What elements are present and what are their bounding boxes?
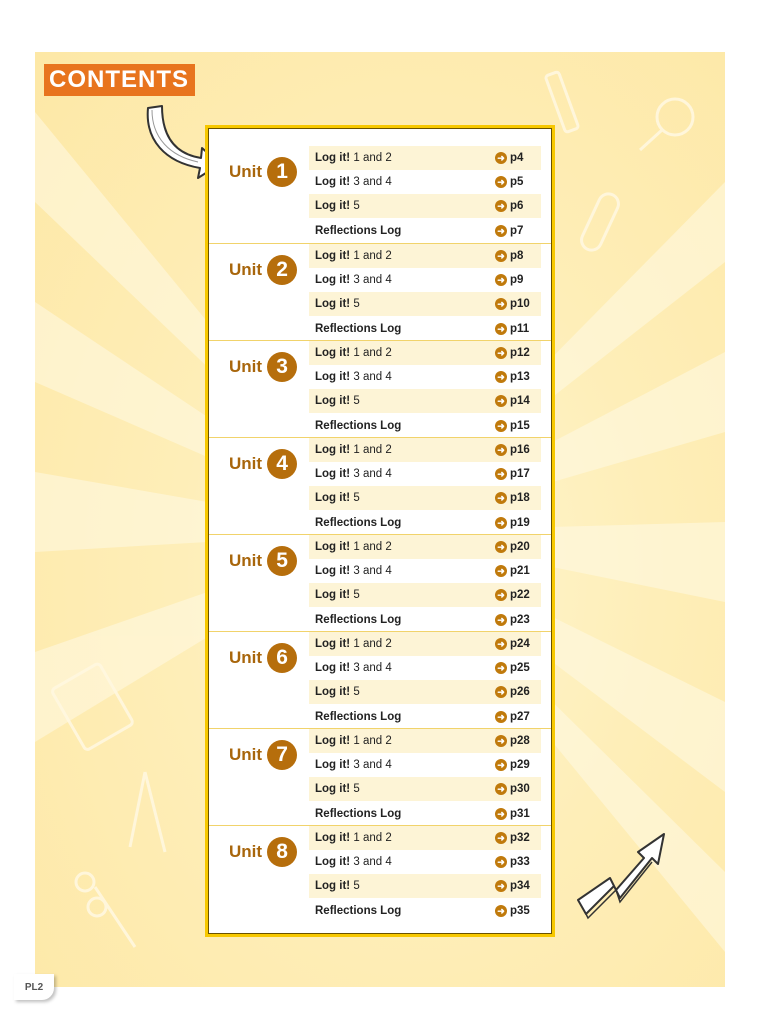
row-label <box>309 395 495 407</box>
log-number: 1 <box>353 152 360 164</box>
row-label <box>309 880 495 892</box>
page-number: p35 <box>510 904 530 917</box>
page-number: p11 <box>510 322 530 335</box>
row-label <box>309 735 495 747</box>
page-number: p12 <box>510 347 530 359</box>
page-number: p18 <box>510 492 530 505</box>
contents-row[interactable] <box>309 146 541 170</box>
log-it-label: Log it! <box>315 880 351 893</box>
log-number: 5 <box>353 200 360 213</box>
contents-row[interactable] <box>309 680 541 704</box>
row-label <box>309 250 495 262</box>
page-ref[interactable] <box>495 832 541 844</box>
row-label <box>309 274 495 286</box>
contents-list <box>208 128 552 934</box>
page-ref[interactable] <box>495 735 541 747</box>
row-label <box>309 759 495 771</box>
contents-row[interactable] <box>309 656 541 680</box>
unit-number-badge: 6 <box>267 643 297 673</box>
circle-arrow-right-icon: ➜ <box>495 589 507 601</box>
contents-row[interactable] <box>309 632 541 656</box>
log-number: 3 <box>353 856 360 869</box>
log-it-label: Log it! <box>315 783 351 796</box>
log-number: 1 <box>353 735 360 747</box>
log-it-label: Log it! <box>315 856 351 869</box>
log-it-label: Log it! <box>315 686 351 699</box>
log-it-label: Log it! <box>315 468 351 481</box>
log-number: 5 <box>353 783 360 796</box>
row-label <box>309 323 495 335</box>
log-number: 3 <box>353 759 360 772</box>
log-it-label: Log it! <box>315 565 351 578</box>
page-ref[interactable] <box>495 614 541 626</box>
circle-arrow-right-icon: ➜ <box>495 323 507 335</box>
log-it-label: Log it! <box>315 541 351 553</box>
page-number: p29 <box>510 759 530 772</box>
circle-arrow-right-icon: ➜ <box>495 274 507 286</box>
log-number: 2 <box>385 347 392 359</box>
row-label <box>309 152 495 164</box>
row-label <box>309 832 495 844</box>
page-title: CONTENTS <box>44 64 195 96</box>
log-it-label: Log it! <box>315 200 351 213</box>
row-label <box>309 638 495 650</box>
page-number: p31 <box>510 807 530 820</box>
circle-arrow-right-icon: ➜ <box>495 541 507 553</box>
log-number: 1 <box>353 347 360 359</box>
contents-row[interactable] <box>309 826 541 850</box>
page-ref[interactable] <box>495 759 541 771</box>
page-number: p7 <box>510 224 524 237</box>
unit-label <box>229 352 297 382</box>
log-number: 4 <box>385 856 392 869</box>
row-label <box>309 492 495 504</box>
circle-arrow-right-icon: ➜ <box>495 711 507 723</box>
page-number: p17 <box>510 468 530 481</box>
log-number: 2 <box>385 444 392 456</box>
log-it-label: Log it! <box>315 735 351 747</box>
contents-row[interactable] <box>309 899 541 923</box>
and-word: and <box>362 856 383 869</box>
row-label <box>309 783 495 795</box>
row-label <box>309 176 495 188</box>
unit-label <box>229 740 297 770</box>
and-word: and <box>362 444 383 456</box>
page-ref[interactable] <box>495 274 541 286</box>
row-label <box>309 856 495 868</box>
unit-label <box>229 837 297 867</box>
unit-word: Unit <box>229 745 263 764</box>
page-ref[interactable] <box>495 200 541 212</box>
contents-row[interactable] <box>309 194 541 218</box>
circle-arrow-right-icon: ➜ <box>495 444 507 456</box>
log-number: 5 <box>353 395 360 408</box>
unit-block-5 <box>209 534 551 632</box>
page-ref[interactable] <box>495 323 541 335</box>
contents-row[interactable] <box>309 486 541 510</box>
page-ref[interactable] <box>495 468 541 480</box>
page-number: p32 <box>510 832 530 844</box>
contents-row[interactable] <box>309 583 541 607</box>
contents-row[interactable] <box>309 559 541 583</box>
reflections-log-label: Reflections Log <box>315 322 402 335</box>
page-number: p28 <box>510 735 530 747</box>
log-number: 1 <box>353 250 360 262</box>
page-ref[interactable] <box>495 905 541 917</box>
page-ref[interactable] <box>495 371 541 383</box>
log-number: 5 <box>353 589 360 602</box>
log-number: 3 <box>353 176 360 189</box>
row-label <box>309 686 495 698</box>
log-it-label: Log it! <box>315 832 351 844</box>
row-label <box>309 662 495 674</box>
circle-arrow-right-icon: ➜ <box>495 395 507 407</box>
unit-block-8 <box>209 825 551 923</box>
page-ref[interactable] <box>495 880 541 892</box>
circle-arrow-right-icon: ➜ <box>495 783 507 795</box>
row-label <box>309 905 495 917</box>
log-number: 4 <box>385 468 392 481</box>
contents-row[interactable] <box>309 438 541 462</box>
and-word: and <box>362 347 383 359</box>
circle-arrow-right-icon: ➜ <box>495 856 507 868</box>
and-word: and <box>362 152 383 164</box>
page-number: p10 <box>510 298 530 311</box>
page-number: p21 <box>510 565 530 578</box>
contents-row[interactable] <box>309 244 541 268</box>
unit-number-badge: 1 <box>267 157 297 187</box>
page-number: p24 <box>510 638 530 650</box>
unit-number-badge: 5 <box>267 546 297 576</box>
reflections-log-label: Reflections Log <box>315 224 402 237</box>
page-ref[interactable] <box>495 492 541 504</box>
unit-word: Unit <box>229 162 263 181</box>
contents-row[interactable] <box>309 268 541 292</box>
page-ref[interactable] <box>495 420 541 432</box>
circle-arrow-right-icon: ➜ <box>495 492 507 504</box>
contents-row[interactable] <box>309 170 541 194</box>
log-it-label: Log it! <box>315 492 351 505</box>
circle-arrow-right-icon: ➜ <box>495 176 507 188</box>
circle-arrow-right-icon: ➜ <box>495 638 507 650</box>
unit-block-1 <box>209 146 551 243</box>
page-number: p4 <box>510 152 524 164</box>
page-ref[interactable] <box>495 250 541 262</box>
unit-word: Unit <box>229 260 263 279</box>
page-ref[interactable] <box>495 711 541 723</box>
log-it-label: Log it! <box>315 250 351 262</box>
unit-number-badge: 8 <box>267 837 297 867</box>
circle-arrow-right-icon: ➜ <box>495 759 507 771</box>
log-it-label: Log it! <box>315 152 351 164</box>
page-ref[interactable] <box>495 638 541 650</box>
page-number: p25 <box>510 662 530 675</box>
circle-arrow-right-icon: ➜ <box>495 225 507 237</box>
circle-arrow-right-icon: ➜ <box>495 735 507 747</box>
page-number: p20 <box>510 541 530 553</box>
reflections-log-label: Reflections Log <box>315 419 402 432</box>
log-it-label: Log it! <box>315 444 351 456</box>
log-it-label: Log it! <box>315 662 351 675</box>
reflections-log-label: Reflections Log <box>315 516 402 529</box>
page-number-tab: PL2 <box>14 974 54 1000</box>
page-number: p26 <box>510 686 530 699</box>
page-number: p30 <box>510 783 530 796</box>
log-number: 3 <box>353 565 360 578</box>
row-label <box>309 565 495 577</box>
log-number: 2 <box>385 250 392 262</box>
log-it-label: Log it! <box>315 589 351 602</box>
reflections-log-label: Reflections Log <box>315 613 402 626</box>
and-word: and <box>362 274 383 287</box>
contents-row[interactable] <box>309 317 541 341</box>
unit-block-3 <box>209 340 551 438</box>
and-word: and <box>362 541 383 553</box>
page-ref[interactable] <box>495 565 541 577</box>
row-label <box>309 614 495 626</box>
and-word: and <box>362 250 383 262</box>
log-number: 1 <box>353 541 360 553</box>
unit-number-badge: 3 <box>267 352 297 382</box>
page-number: p23 <box>510 613 530 626</box>
page-number: p14 <box>510 395 530 408</box>
log-number: 5 <box>353 880 360 893</box>
contents-row[interactable] <box>309 729 541 753</box>
contents-row[interactable] <box>309 219 541 243</box>
unit-number-badge: 2 <box>267 255 297 285</box>
row-label <box>309 420 495 432</box>
circle-arrow-right-icon: ➜ <box>495 662 507 674</box>
circle-arrow-right-icon: ➜ <box>495 808 507 820</box>
log-number: 3 <box>353 371 360 384</box>
page-ref[interactable] <box>495 444 541 456</box>
contents-row[interactable] <box>309 535 541 559</box>
contents-row[interactable] <box>309 850 541 874</box>
row-label <box>309 371 495 383</box>
and-word: and <box>362 371 383 384</box>
circle-arrow-right-icon: ➜ <box>495 905 507 917</box>
and-word: and <box>362 638 383 650</box>
log-number: 4 <box>385 371 392 384</box>
log-number: 3 <box>353 274 360 287</box>
log-number: 4 <box>385 662 392 675</box>
page-number: p33 <box>510 856 530 869</box>
unit-word: Unit <box>229 454 263 473</box>
contents-row[interactable] <box>309 874 541 898</box>
unit-word: Unit <box>229 842 263 861</box>
unit-label <box>229 546 297 576</box>
page-ref[interactable] <box>495 686 541 698</box>
contents-row[interactable] <box>309 705 541 729</box>
row-label <box>309 347 495 359</box>
circle-arrow-right-icon: ➜ <box>495 832 507 844</box>
circle-arrow-right-icon: ➜ <box>495 517 507 529</box>
log-number: 3 <box>353 662 360 675</box>
page-ref[interactable] <box>495 517 541 529</box>
row-label <box>309 808 495 820</box>
log-it-label: Log it! <box>315 298 351 311</box>
contents-row[interactable] <box>309 389 541 413</box>
unit-word: Unit <box>229 551 263 570</box>
and-word: and <box>362 565 383 578</box>
and-word: and <box>362 662 383 675</box>
circle-arrow-right-icon: ➜ <box>495 152 507 164</box>
and-word: and <box>362 759 383 772</box>
contents-box <box>205 125 555 937</box>
log-number: 2 <box>385 152 392 164</box>
contents-row[interactable] <box>309 414 541 438</box>
log-it-label: Log it! <box>315 274 351 287</box>
reflections-log-label: Reflections Log <box>315 807 402 820</box>
log-number: 2 <box>385 541 392 553</box>
circle-arrow-right-icon: ➜ <box>495 880 507 892</box>
circle-arrow-right-icon: ➜ <box>495 371 507 383</box>
page-ref[interactable] <box>495 176 541 188</box>
circle-arrow-right-icon: ➜ <box>495 200 507 212</box>
log-it-label: Log it! <box>315 759 351 772</box>
unit-label <box>229 643 297 673</box>
row-label <box>309 298 495 310</box>
unit-block-2 <box>209 243 551 341</box>
contents-row[interactable] <box>309 511 541 535</box>
page-number: p5 <box>510 176 524 189</box>
log-number: 1 <box>353 638 360 650</box>
circle-arrow-right-icon: ➜ <box>495 686 507 698</box>
page-number: p9 <box>510 274 524 287</box>
row-label <box>309 225 495 237</box>
page-number: p27 <box>510 710 530 723</box>
page-ref[interactable] <box>495 152 541 164</box>
log-number: 1 <box>353 444 360 456</box>
row-label <box>309 541 495 553</box>
unit-number-badge: 7 <box>267 740 297 770</box>
and-word: and <box>362 468 383 481</box>
circle-arrow-right-icon: ➜ <box>495 420 507 432</box>
circle-arrow-right-icon: ➜ <box>495 468 507 480</box>
page-ref[interactable] <box>495 225 541 237</box>
contents-row[interactable] <box>309 365 541 389</box>
log-it-label: Log it! <box>315 638 351 650</box>
page-number: p19 <box>510 516 530 529</box>
log-it-label: Log it! <box>315 371 351 384</box>
log-number: 5 <box>353 298 360 311</box>
log-number: 5 <box>353 686 360 699</box>
row-label <box>309 589 495 601</box>
page-ref[interactable] <box>495 808 541 820</box>
reflections-log-label: Reflections Log <box>315 904 402 917</box>
page-number: p22 <box>510 589 530 602</box>
unit-label <box>229 449 297 479</box>
row-label <box>309 517 495 529</box>
unit-label <box>229 255 297 285</box>
page-number: p16 <box>510 444 530 456</box>
log-it-label: Log it! <box>315 176 351 189</box>
reflections-log-label: Reflections Log <box>315 710 402 723</box>
contents-row[interactable] <box>309 292 541 316</box>
log-number: 4 <box>385 759 392 772</box>
contents-row[interactable] <box>309 341 541 365</box>
unit-block-7 <box>209 728 551 826</box>
log-number: 2 <box>385 735 392 747</box>
log-number: 3 <box>353 468 360 481</box>
and-word: and <box>362 176 383 189</box>
page-ref[interactable] <box>495 783 541 795</box>
log-number: 4 <box>385 565 392 578</box>
circle-arrow-right-icon: ➜ <box>495 347 507 359</box>
page-ref[interactable] <box>495 347 541 359</box>
unit-label <box>229 157 297 187</box>
log-number: 5 <box>353 492 360 505</box>
page-number: p8 <box>510 250 524 262</box>
page-ref[interactable] <box>495 589 541 601</box>
page-number: p13 <box>510 371 530 384</box>
unit-word: Unit <box>229 648 263 667</box>
contents-row[interactable] <box>309 462 541 486</box>
contents-row[interactable] <box>309 608 541 632</box>
zigzag-arrow-icon <box>572 828 672 923</box>
contents-row[interactable] <box>309 777 541 801</box>
row-label <box>309 468 495 480</box>
page-ref[interactable] <box>495 541 541 553</box>
row-label <box>309 711 495 723</box>
row-label <box>309 444 495 456</box>
and-word: and <box>362 832 383 844</box>
page-ref[interactable] <box>495 298 541 310</box>
unit-number-badge: 4 <box>267 449 297 479</box>
row-label <box>309 200 495 212</box>
circle-arrow-right-icon: ➜ <box>495 250 507 262</box>
contents-row[interactable] <box>309 802 541 826</box>
page-ref[interactable] <box>495 395 541 407</box>
log-number: 4 <box>385 274 392 287</box>
page-number: p6 <box>510 200 524 213</box>
log-number: 1 <box>353 832 360 844</box>
circle-arrow-right-icon: ➜ <box>495 565 507 577</box>
unit-block-6 <box>209 631 551 729</box>
unit-word: Unit <box>229 357 263 376</box>
circle-arrow-right-icon: ➜ <box>495 614 507 626</box>
log-number: 4 <box>385 176 392 189</box>
page-number: p15 <box>510 419 530 432</box>
unit-block-4 <box>209 437 551 535</box>
page-ref[interactable] <box>495 662 541 674</box>
contents-row[interactable] <box>309 753 541 777</box>
page-ref[interactable] <box>495 856 541 868</box>
log-number: 2 <box>385 638 392 650</box>
log-it-label: Log it! <box>315 347 351 359</box>
and-word: and <box>362 735 383 747</box>
log-it-label: Log it! <box>315 395 351 408</box>
circle-arrow-right-icon: ➜ <box>495 298 507 310</box>
page-number: p34 <box>510 880 530 893</box>
log-number: 2 <box>385 832 392 844</box>
